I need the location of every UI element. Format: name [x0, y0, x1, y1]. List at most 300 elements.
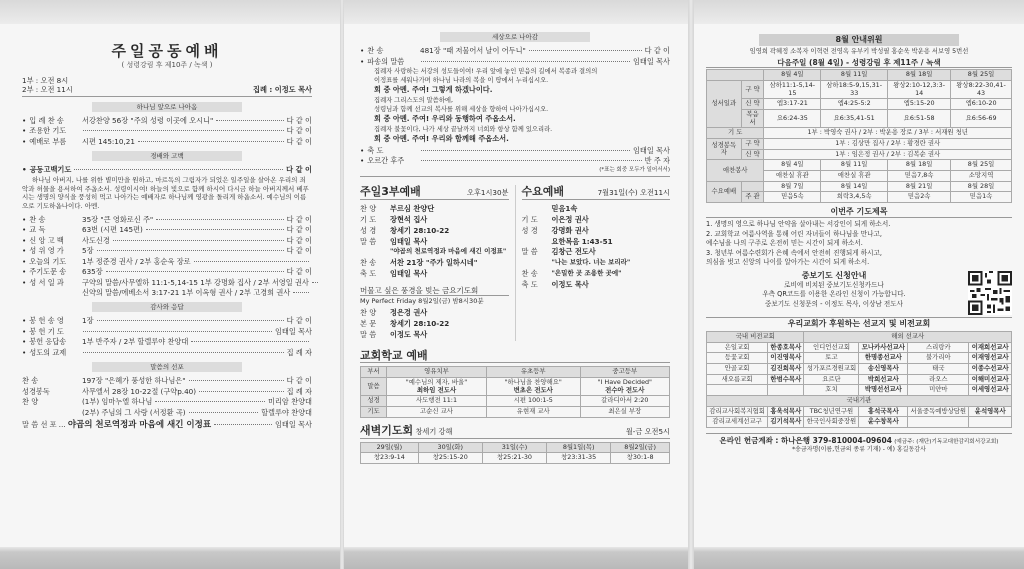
mission-cell: 서울중독예방상담원	[908, 406, 969, 417]
school-header: 유초등부	[486, 367, 580, 378]
litany	[360, 67, 670, 144]
order-detail: 1장	[82, 316, 94, 326]
school-row-label	[361, 396, 387, 407]
order-row	[22, 387, 312, 396]
schedule-cell: 구 약	[741, 139, 764, 150]
schedule-cell	[741, 181, 764, 192]
cell-line: 변초은 전도사	[513, 385, 553, 394]
ushers-names: 임영희 곽혜정 소복자 이혁련 전영옥 유부키 박성필 홍순욱 박운용 서보영 5번선	[749, 48, 969, 55]
wednesday-service	[515, 185, 671, 340]
order-label: 찬 양	[22, 397, 39, 407]
schedule-cell: 신 약	[741, 149, 764, 160]
prayer-title: 이번주 기도제목	[706, 207, 1012, 218]
program-row	[522, 258, 671, 269]
prayer-item: 예수님을 나의 구주로 온전히 믿는 시간이 되게 하소서.	[706, 239, 863, 248]
offering-account-block	[706, 433, 1012, 453]
leader-dots	[199, 391, 284, 392]
mission-cell: 이종수선교사	[969, 363, 1012, 374]
order-leader: 다 같 이	[286, 115, 312, 125]
order-leader: 집 례 자	[286, 386, 312, 396]
presider: 집례 : 이정도 목사	[253, 84, 312, 94]
program-row	[360, 237, 509, 248]
qr-code-icon[interactable]	[968, 271, 1012, 315]
order-detail: 5장	[82, 246, 94, 256]
leader-dots	[106, 271, 284, 272]
schedule-cell: 요6:56-69	[951, 109, 1012, 127]
schedule-cell: 믿음2속	[888, 192, 951, 203]
litany-line: 이정표를 세워나가며 하나님 나라의 복을 이 땅에서 누리십시오.	[374, 77, 549, 85]
intercession-line: 중보기도 신청문의 - 이정도 목사, 이상남 전도사	[764, 300, 904, 308]
section-items-3	[22, 316, 312, 357]
program-row	[522, 269, 671, 280]
mission-cell: 감리교사회복지협회	[707, 406, 768, 417]
order-label: 성경봉독	[22, 386, 50, 396]
litany-line: 집례자 그리스도의 말씀하에,	[374, 96, 453, 104]
sermon-title: 야곱의 천로역정과 마음에 새긴 이정표	[67, 419, 212, 430]
cell-line: 말씀	[367, 381, 380, 390]
mission-table	[706, 331, 1012, 428]
mission-cell: 모나카사선교사	[859, 342, 908, 353]
mission-cell: 은일교회	[707, 342, 768, 353]
program-value: 서찬 21장 "주가 일하시네"	[390, 258, 478, 268]
date-header: 8월 4일	[764, 70, 821, 81]
order-detail: 35장 "큰 영화로신 주"	[82, 214, 154, 224]
date-header: 8월 11일	[821, 70, 888, 81]
program-value: 임태일 목사	[390, 236, 428, 246]
intercession-line: 로비에 비치된 중보기도신청카드나	[784, 280, 884, 289]
order-label: • 오늘의 기도	[22, 257, 80, 266]
confession-text: 하나님 아버지, 나를 위한 볕미만을 원하고, 마르독의 그림자가 되었은 일주일을 살아온 우리의 죄악과 허물을 용서하여 주옵소서. 성령이시여! 하늘의 빛으로 함께 하시어 다시금 하늘 아버지께서 베푸시는 생명의 양식을 풍성히 먹고 나아가는 예배자로 하나님께 영광을 돌리게 하옵소서. 예수님의 이름으로 기도하옵나이다. 아멘.	[22, 175, 309, 211]
section-items-2	[22, 215, 312, 298]
schedule-cell: 삼하18:5-9,15,31-33	[821, 80, 888, 98]
worship-title: 주일공동예배	[111, 42, 223, 60]
mission-cell: 김진희목사	[768, 363, 804, 374]
order-leader: 다 같 이	[286, 235, 312, 245]
leader-dots	[97, 320, 284, 321]
prayer-label: 기 도	[707, 128, 764, 139]
order-leader: 다 같 이	[286, 126, 312, 136]
order-label: • 성 위 영 가	[22, 246, 80, 255]
order-row	[22, 236, 312, 245]
school-cell	[486, 407, 580, 418]
program-row	[360, 308, 509, 319]
program-value: 믿음1속	[551, 204, 578, 214]
order-row	[22, 215, 312, 224]
program-value: 이정도 목사	[390, 329, 428, 339]
program-label: 축 도	[521, 279, 538, 289]
dawn-text: 창25:21-30	[482, 453, 546, 464]
mission-cell: 태국	[908, 363, 969, 374]
order-label: • 주기도문 송	[22, 267, 80, 276]
dawn-text: 창30:1-8	[611, 453, 670, 464]
cell-line: 전수아 전도사	[605, 385, 645, 394]
program-value: 이은정 권사	[551, 214, 589, 224]
leader-dots	[146, 229, 284, 230]
program-label: 찬 송	[521, 268, 538, 278]
schedule-cell: 8월 11일	[821, 160, 888, 171]
lectionary-label: 성서일과	[707, 80, 742, 127]
mission-header: 국내 비전교회	[707, 331, 804, 342]
leader-dots	[421, 61, 630, 62]
program-value: 김창근 전도사	[551, 247, 596, 257]
order-leader: 다 같 이	[286, 246, 312, 256]
program-row	[360, 247, 509, 258]
mission-cell: 라오스	[908, 374, 969, 385]
cell-line: "하나님을 찬양해요"	[504, 378, 562, 387]
order-row	[22, 376, 312, 385]
mission-cell: 미얀마	[908, 385, 969, 396]
order-label: • 찬 송	[360, 46, 418, 55]
leader-dots	[529, 50, 642, 51]
schedule-cell: 왕상2:10-12,3:3-14	[888, 80, 951, 98]
program-label: 찬 양	[360, 204, 377, 214]
program-row	[360, 330, 509, 341]
order-label: • 성 서 일 과	[22, 278, 80, 287]
mission-cell: 토고	[804, 353, 859, 364]
leader-dots	[138, 141, 284, 142]
order-detail: 시편 145:10,21	[82, 136, 135, 146]
mission-cell: 한국인사회중장원	[804, 417, 859, 428]
schedule-cell: 구 약	[741, 80, 764, 98]
schedule-cell: 8월 21일	[888, 181, 951, 192]
order-detail: 1부 정준경 권사 / 2부 홍순욱 장로	[82, 256, 191, 266]
school-cell	[486, 396, 580, 407]
program-value: 창세기 28:10-22	[390, 225, 450, 235]
third-service	[360, 185, 509, 340]
confession-row	[22, 165, 312, 174]
order-row	[22, 327, 312, 336]
program-label: 말 씀	[521, 247, 538, 257]
school-header: 중고등부	[580, 367, 669, 378]
order-label: • 찬 송	[22, 215, 80, 224]
schedule-cell: 애찬실 휴관	[764, 171, 821, 182]
schedule-cell: 엡6:10-20	[951, 99, 1012, 110]
order-leader: 집 례 자	[286, 347, 312, 357]
section-items-1	[22, 116, 312, 146]
order-leader: 다 같 이	[286, 316, 312, 326]
sermon-row: 말 씀 선 포 … 야곱의 천로역정과 마음에 새긴 이정표 임태일 목사	[22, 419, 312, 430]
litany-line: 집례자 불꽃이다, 나가 세상 끝날까지 너희와 항상 함께 있으리라.	[374, 125, 553, 133]
order-leader: 할렐루야 찬양대	[261, 407, 312, 417]
wednesday-time: 7월31일(수) 오전11시	[597, 188, 670, 198]
schedule-cell: 복음서	[741, 109, 764, 127]
program-row	[360, 226, 509, 237]
leader-dots	[155, 401, 265, 402]
dawn-sub: 창세기 강해	[415, 426, 453, 436]
order-label: • 신 앙 고 백	[22, 236, 80, 245]
confession-right: 다 같 이	[286, 164, 312, 174]
schedule-cell: 신 약	[741, 99, 764, 110]
leader-dots	[293, 292, 309, 293]
dawn-title: 새벽기도회	[360, 423, 414, 437]
leader-dots	[191, 341, 309, 342]
schedule-cell	[707, 70, 764, 81]
order-leader: 다 같 이	[286, 225, 312, 235]
program-label	[522, 237, 548, 248]
litany-line: 집례자 사랑하는 서강의 성도들이여! 우리 앞에 놓인 믿음의 길에서 복종과 결의의	[374, 68, 598, 76]
schedule-cell: 요6:35,41-51	[821, 109, 888, 127]
reader-label: 성경봉독자	[707, 139, 742, 160]
leader-dots	[189, 380, 284, 381]
section-header: 경배와 고백	[92, 151, 242, 161]
mission-header: 해외 선교사	[804, 331, 1012, 342]
order-row	[360, 57, 670, 66]
order-row	[22, 288, 312, 297]
order-detail: 구약의 말씀/사무엘하 11:1-5,14-15 1부 강명화 집사 / 2부 서영일 권사	[82, 277, 309, 287]
worship-subtitle: ( 성령강림 후 제10주 / 녹색 )	[121, 60, 213, 69]
order-label: • 조용한 기도	[22, 126, 80, 135]
school-cell	[580, 407, 669, 418]
order-label: • 교 독	[22, 225, 80, 234]
dawn-text: 창25:15-20	[418, 453, 482, 464]
order-row	[360, 146, 670, 155]
order-detail: 서강찬양 56장 "주의 성령 이곳에 오시니"	[82, 115, 214, 125]
prayer-item: 2. 교회학교 여름사역을 통해 어린 자녀들이 하나님을 만나고,	[706, 229, 882, 238]
program-value: "은밀한 곳 조용한 곳에"	[551, 268, 622, 277]
mission-cell: 이해미선교사	[969, 374, 1012, 385]
order-detail: 481장 "때 저물어서 날이 어두니"	[420, 46, 526, 56]
mission-cell	[707, 385, 768, 396]
order-row	[22, 257, 312, 266]
third-service-time: 오후1시30분	[467, 188, 509, 198]
program-label: 말 씀	[360, 236, 377, 246]
prayer-item: 1. 생명의 영으로 하나님 안약을 살아내는 서강인이 되게 하소서.	[706, 220, 891, 229]
order-label: • 성도의 교제	[22, 348, 80, 357]
schedule-cell: 8월 28일	[951, 181, 1012, 192]
cell-line: 성경	[367, 396, 380, 405]
program-label	[522, 258, 548, 269]
dawn-day: 8월1일(목)	[547, 442, 611, 453]
order-leader: 다 같 이	[644, 46, 670, 56]
order-row	[22, 126, 312, 135]
leader-dots	[216, 120, 283, 121]
mission-cell: 호치	[804, 385, 859, 396]
school-cell	[580, 378, 669, 396]
wednesday-title: 수요예배	[521, 185, 565, 199]
schedule-cell: 8월 14일	[821, 181, 888, 192]
program-label: 찬 송	[360, 258, 377, 268]
schedule-cell: 요6:51-58	[888, 109, 951, 127]
order-row	[22, 337, 312, 346]
order-leader: 다 같 이	[286, 376, 312, 386]
mission-cell: 윤석영목사	[969, 406, 1012, 417]
program-row	[522, 215, 671, 226]
schedule-cell: 8월 4일	[764, 160, 821, 171]
order-row	[22, 408, 312, 417]
worship-order-column	[0, 24, 340, 547]
mission-cell: 홍욱석목사	[768, 406, 804, 417]
order-row	[22, 278, 312, 287]
schedule-cell: 8월 18일	[888, 160, 951, 171]
order-row	[22, 348, 312, 357]
order-detail: 사무엘서 28장 10-22절 (구약p.40)	[82, 386, 197, 396]
mission-cell: 한종호목사	[768, 342, 804, 353]
schedule-cell: 주 관	[741, 192, 764, 203]
ushers-title: 8월 안내위원	[759, 34, 959, 46]
program-row	[522, 247, 671, 258]
program-row	[522, 280, 671, 291]
program-label: 성 경	[521, 225, 538, 235]
schedule-cell: 요6:24-35	[764, 109, 821, 127]
mission-cell: 박희선교사	[859, 374, 908, 385]
mission-cell: 인디언선교회	[804, 342, 859, 353]
school-cell	[387, 407, 487, 418]
litany-line: 회 중 아멘. 주여! 우리와 함께해 주옵소서.	[374, 133, 509, 143]
intercession-line: 우측 QR코드를 이용한 온라인 신청이 가능합니다.	[762, 290, 906, 299]
order-label: 찬 송	[22, 376, 39, 386]
order-label: • 봉헌 응답송	[22, 337, 80, 346]
mission-cell	[908, 417, 969, 428]
mission-cell: 불가리아	[908, 353, 969, 364]
date-header: 8월 18일	[888, 70, 951, 81]
order-label: • 파송의 말씀	[360, 57, 418, 66]
leader-dots	[156, 219, 283, 220]
cell-line: 사도행전 11:1	[415, 396, 458, 405]
order-row	[22, 225, 312, 234]
cell-line: 최은실 부장	[608, 407, 642, 416]
program-label: 기 도	[521, 214, 538, 224]
announcements-column	[694, 24, 1024, 547]
schedule-table	[706, 69, 1012, 203]
confession-label: • 공동고백기도	[22, 165, 71, 174]
program-row	[522, 226, 671, 237]
order-row	[22, 397, 312, 406]
friday-title: 머물고 싶은 풍경을 빚는 금요기도회	[360, 285, 479, 295]
order-label: • 봉 헌 송 영	[22, 316, 80, 325]
school-header: 부서	[361, 367, 387, 378]
school-cell	[387, 378, 487, 396]
friday-sub: My Perfect Friday 8월2일(금) 밤8시30분	[360, 297, 484, 306]
order-label	[22, 408, 80, 417]
sending-items	[360, 46, 670, 66]
school-title: 교회학교 예배	[360, 349, 670, 364]
schedule-cell: 믿음5속	[764, 192, 821, 203]
schedule-cell: 삼하11:1-5,14-15	[764, 80, 821, 98]
litany-line: 회 중 아멘. 주여! 그렇게 하겠나이다.	[374, 85, 493, 95]
school-cell	[486, 378, 580, 396]
order-leader: 임태일 목사	[632, 56, 670, 66]
order-leader: 임태일 목사	[632, 145, 670, 155]
section-items-4	[22, 376, 312, 417]
intercession-title: 중보기도 신청안내	[801, 270, 867, 280]
order-row	[22, 316, 312, 325]
schedule-cell: 엡3:17-21	[764, 99, 821, 110]
program-label: 찬 양	[360, 308, 377, 318]
cell-line: 유현재 교사	[516, 407, 550, 416]
prayer-item: 의심을 벗고 신앙의 나이를 알아가는 시간이 되게 하소서.	[706, 258, 870, 267]
leader-dots	[83, 130, 284, 131]
wed-service-label: 수요예배	[707, 181, 742, 202]
mission-cell: TBC청년연구원	[804, 406, 859, 417]
dawn-day: 29일(월)	[361, 442, 419, 453]
leader-dots	[113, 240, 284, 241]
program-label: 성 경	[360, 225, 377, 235]
leader-dots	[421, 160, 642, 161]
mission-cell: 성가포르경원교회	[804, 363, 859, 374]
cell-line: 기도	[367, 407, 380, 416]
next-sunday: 다음주일 (8월 4일) - 성령강림 후 제11주 / 녹색	[706, 58, 1012, 68]
cell-line: "I Have Decided"	[597, 378, 652, 387]
program-label: 축 도	[360, 268, 377, 278]
school-row-label	[361, 378, 387, 396]
order-label: • 입 례 찬 송	[22, 116, 80, 125]
schedule-cell: 엡4:25-5:2	[821, 99, 888, 110]
leader-dots	[194, 261, 309, 262]
program-row	[360, 215, 509, 226]
section-header: 감사와 응답	[92, 302, 242, 312]
program-value: 임태일 목사	[390, 268, 428, 278]
mission-cell: 스리랑카	[908, 342, 969, 353]
school-row-label	[361, 407, 387, 418]
schedule-cell: 1부 : 김상만 집사 / 2부 : 황경란 권사	[764, 139, 1012, 150]
date-header: 8월 25일	[951, 70, 1012, 81]
program-row	[360, 204, 509, 215]
leader-dots	[83, 331, 272, 332]
program-value: 정은경 권사	[390, 308, 428, 318]
leader-dots	[83, 352, 284, 353]
mission-cell: 김기석목사	[768, 417, 804, 428]
program-label: 말 씀	[360, 329, 377, 339]
mission-cell: 요르단	[804, 374, 859, 385]
litany-line: 성령님과 함께 선교의 복사를 위해 세상을 향하여 나아가십시오.	[374, 105, 549, 113]
kitchen-label: 애찬봉사	[707, 160, 764, 181]
leader-dots	[189, 412, 259, 413]
leader-dots	[97, 250, 284, 251]
mission-cell: 안골교회	[707, 363, 768, 374]
order-detail: (2부) 주님의 그 사랑 (서정환 곡)	[82, 407, 186, 417]
dawn-time: 월-금 오전5시	[625, 426, 670, 436]
order-detail: 1부 반주자 / 2부 할렐루야 찬양대	[82, 337, 189, 347]
mission-cell: 한명종선교사	[859, 353, 908, 364]
order-detail: 197장 "은혜가 풍성한 하나님은"	[82, 376, 186, 386]
mission-cell: 한범수목사	[768, 374, 804, 385]
program-value: "나는 보았다. 너는 보리라"	[551, 258, 631, 267]
order-leader: 반 주 자	[644, 156, 670, 166]
order-row	[22, 267, 312, 276]
program-value: 강명화 권사	[551, 225, 589, 235]
cell-line: 고순신 교사	[420, 407, 453, 416]
section-header: 말씀의 선포	[92, 362, 242, 372]
school-cell	[580, 396, 669, 407]
order-row	[22, 116, 312, 125]
sermon-label: 말 씀 선 포	[22, 419, 57, 429]
leader-dots	[312, 282, 318, 283]
cell-line: 갈라디아서 2:20	[601, 396, 649, 405]
mission-cell	[768, 385, 804, 396]
order-label: • 오르간 후주	[360, 156, 418, 165]
prayer-list	[706, 220, 1012, 268]
program-value: 요한복음 1:43-51	[551, 236, 613, 246]
order-row	[22, 137, 312, 146]
schedule-cell: 믿음1속	[951, 192, 1012, 203]
dawn-day: 30일(화)	[418, 442, 482, 453]
order-leader: 임태일 목사	[274, 326, 312, 336]
order-label: • 축 도	[360, 146, 418, 155]
program-label	[522, 204, 548, 215]
order-leader: 미리암 찬양대	[268, 397, 312, 407]
account-holder: (예금주: (재단)기독교대한감리회서강교회)	[894, 439, 999, 446]
litany-line: 회 중 아멘. 주여! 우리와 동행하여 주옵소서.	[374, 114, 516, 124]
order-label: • 예배로 부름	[22, 137, 80, 146]
mission-cell	[969, 417, 1012, 428]
offering-account: 온라인 헌금계좌 : 하나은행 379-810004-09604	[719, 436, 892, 446]
dawn-day: 8월2일(금)	[611, 442, 670, 453]
section-header: 하나님 앞으로 나아옴	[92, 102, 242, 112]
program-row	[360, 319, 509, 330]
order-detail: 신약의 말씀/에베소서 3:17-21 1부 이옥형 권사 / 2부 고경희 권사	[82, 288, 291, 298]
program-row	[360, 258, 509, 269]
mission-cell: 박명선선교사	[859, 385, 908, 396]
